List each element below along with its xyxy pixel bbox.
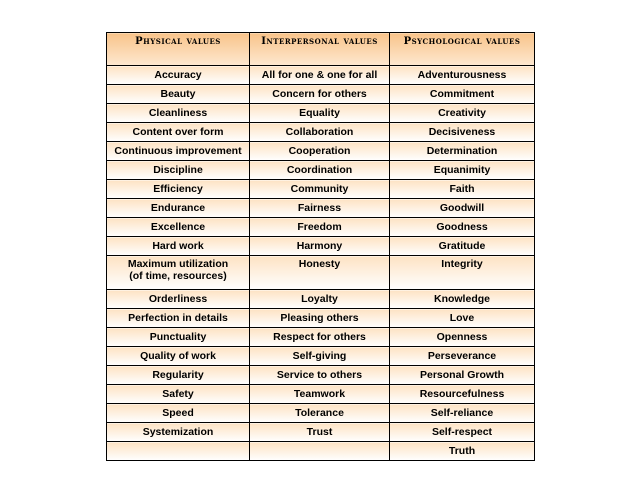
cell-interpersonal: Self-giving (250, 347, 390, 366)
cell-psychological: Adventurousness (390, 66, 535, 85)
table-row (107, 66, 535, 85)
cell-interpersonal: Equality (250, 104, 390, 123)
cell-interpersonal: Cooperation (250, 142, 390, 161)
cell-psychological: Gratitude (390, 237, 535, 256)
cell-interpersonal: Service to others (250, 366, 390, 385)
cell-interpersonal: Concern for others (250, 85, 390, 104)
cell-physical: Quality of work (107, 347, 250, 366)
cell-psychological: Faith (390, 180, 535, 199)
cell-psychological: Commitment (390, 85, 535, 104)
table-row (107, 161, 535, 180)
values-table (106, 32, 535, 461)
table-row (107, 123, 535, 142)
table-row (107, 218, 535, 237)
cell-psychological: Self-respect (390, 423, 535, 442)
cell-psychological: Equanimity (390, 161, 535, 180)
cell-physical: Systemization (107, 423, 250, 442)
values-table-container (106, 32, 534, 461)
cell-physical: Accuracy (107, 66, 250, 85)
table-row (107, 423, 535, 442)
cell-psychological: Creativity (390, 104, 535, 123)
cell-psychological: Decisiveness (390, 123, 535, 142)
table-row (107, 404, 535, 423)
cell-physical: Excellence (107, 218, 250, 237)
cell-psychological: Knowledge (390, 290, 535, 309)
table-row (107, 85, 535, 104)
cell-physical: Maximum utilization (of time, resources) (107, 256, 250, 290)
cell-interpersonal: Pleasing others (250, 309, 390, 328)
cell-psychological: Openness (390, 328, 535, 347)
cell-psychological: Resourcefulness (390, 385, 535, 404)
table-row (107, 199, 535, 218)
cell-interpersonal: Coordination (250, 161, 390, 180)
table-row (107, 142, 535, 161)
table-row (107, 366, 535, 385)
cell-interpersonal: All for one & one for all (250, 66, 390, 85)
table-row (107, 290, 535, 309)
cell-interpersonal: Teamwork (250, 385, 390, 404)
cell-psychological: Love (390, 309, 535, 328)
header-physical: Physical values (107, 33, 250, 66)
cell-physical: Hard work (107, 237, 250, 256)
cell-physical: Punctuality (107, 328, 250, 347)
cell-interpersonal: Trust (250, 423, 390, 442)
cell-physical: Safety (107, 385, 250, 404)
table-row (107, 237, 535, 256)
cell-psychological: Determination (390, 142, 535, 161)
cell-interpersonal: Collaboration (250, 123, 390, 142)
table-row (107, 309, 535, 328)
cell-physical: Discipline (107, 161, 250, 180)
table-row (107, 442, 535, 461)
cell-interpersonal: Honesty (250, 256, 390, 290)
cell-physical (107, 442, 250, 461)
table-row (107, 347, 535, 366)
table-body (107, 66, 535, 461)
cell-interpersonal (250, 442, 390, 461)
cell-interpersonal: Freedom (250, 218, 390, 237)
table-row (107, 256, 535, 290)
table-row (107, 180, 535, 199)
cell-physical: Perfection in details (107, 309, 250, 328)
cell-psychological: Truth (390, 442, 535, 461)
cell-interpersonal: Tolerance (250, 404, 390, 423)
cell-interpersonal: Fairness (250, 199, 390, 218)
table-row (107, 385, 535, 404)
cell-psychological: Perseverance (390, 347, 535, 366)
cell-psychological: Integrity (390, 256, 535, 290)
cell-interpersonal: Harmony (250, 237, 390, 256)
cell-physical: Efficiency (107, 180, 250, 199)
cell-physical: Speed (107, 404, 250, 423)
cell-psychological: Goodwill (390, 199, 535, 218)
cell-psychological: Self-reliance (390, 404, 535, 423)
cell-interpersonal: Respect for others (250, 328, 390, 347)
cell-physical: Continuous improvement (107, 142, 250, 161)
cell-physical: Endurance (107, 199, 250, 218)
cell-psychological: Personal Growth (390, 366, 535, 385)
cell-physical: Cleanliness (107, 104, 250, 123)
cell-interpersonal: Community (250, 180, 390, 199)
table-row (107, 328, 535, 347)
cell-physical: Orderliness (107, 290, 250, 309)
header-psychological: Psychological values (390, 33, 535, 66)
header-row (107, 33, 535, 66)
header-interpersonal: Interpersonal values (250, 33, 390, 66)
cell-physical: Content over form (107, 123, 250, 142)
cell-interpersonal: Loyalty (250, 290, 390, 309)
table-row (107, 104, 535, 123)
cell-physical: Beauty (107, 85, 250, 104)
cell-physical: Regularity (107, 366, 250, 385)
cell-psychological: Goodness (390, 218, 535, 237)
